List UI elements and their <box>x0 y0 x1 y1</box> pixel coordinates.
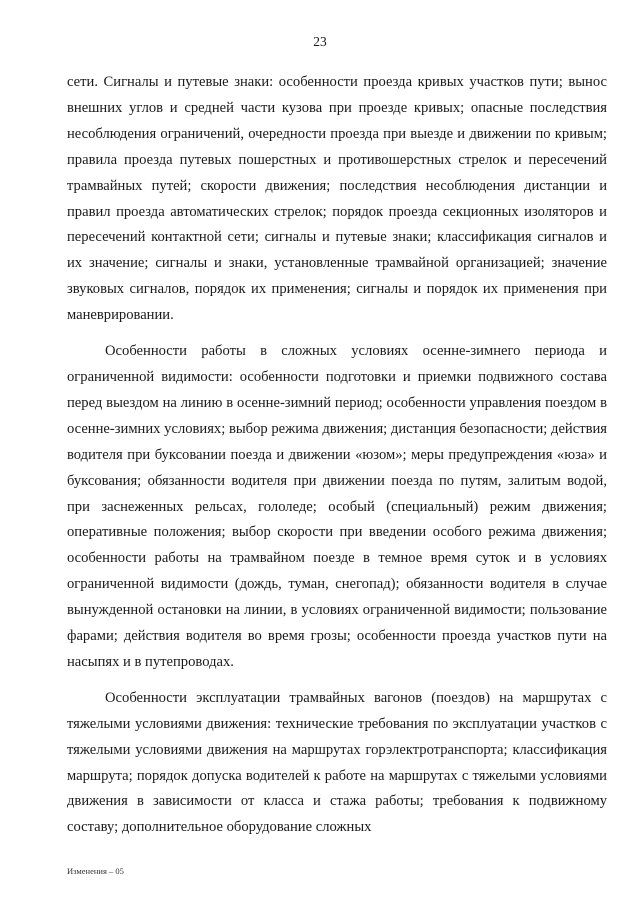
paragraph-3: Особенности эксплуатации трамвайных вагонов (поездов) на маршрутах с тяжелыми условиями движения: технические требования по эксплуатации участков с тяжелыми условиями движения на маршрутах горэлектротранспорта; классификация маршрута; порядок допуска водителей к работе на маршрутах с тяжелыми условиями движения в зависимости от класса и стажа работы; требования к подвижному составу; дополнительное оборудование сложных <box>67 689 607 836</box>
document-body <box>67 70 607 841</box>
paragraph-2: Особенности работы в сложных условиях осенне-зимнего периода и ограниченной видимости: особенности подготовки и приемки подвижного состава перед выездом на линию в осенне-зимний период; особенности управления поездом в осенне-зимних условиях; выбор режима движения; дистанция безопасности; действия водителя при буксовании поезда и движении «юзом»; меры предупреждения «юза» и буксования; обязанности водителя при движении поезда по путям, залитым водой, при заснеженных рельсах, гололеде; особый (специальный) режим движения; оперативные положения; выбор скорости при введении особого режима движения; особенности работы на трамвайном поезде в темное время суток и в условиях ограниченной видимости (дождь, туман, снегопад); обязанности водителя в случае вынужденной остановки на линии, в условиях ограниченной видимости; пользование фарами; действия водителя во время грозы; особенности проезда участков пути на насыпях и в путепроводах. <box>67 343 607 670</box>
paragraph-1: сети. Сигналы и путевые знаки: особенности проезда кривых участков пути; вынос внешних углов и средней части кузова при проезде кривых; опасные последствия несоблюдения ограничений, очередности проезда при выезде и движении по кривым; правила проезда путевых пошерстных и противошерстных стрелок и пересечений трамвайных путей; скорости движения; последствия несоблюдения дистанции и правил проезда автоматических стрелок; порядок проезда секционных изоляторов и пересечений контактной сети; сигналы и путевые знаки; классификация сигналов и их значение; сигналы и знаки, установленные трамвайной организацией; значение звуковых сигналов, порядок их применения; сигналы и порядок их применения при маневрировании. <box>67 74 607 324</box>
page-number: 23 <box>313 34 327 49</box>
revision-note: Изменения – 05 <box>67 866 124 876</box>
